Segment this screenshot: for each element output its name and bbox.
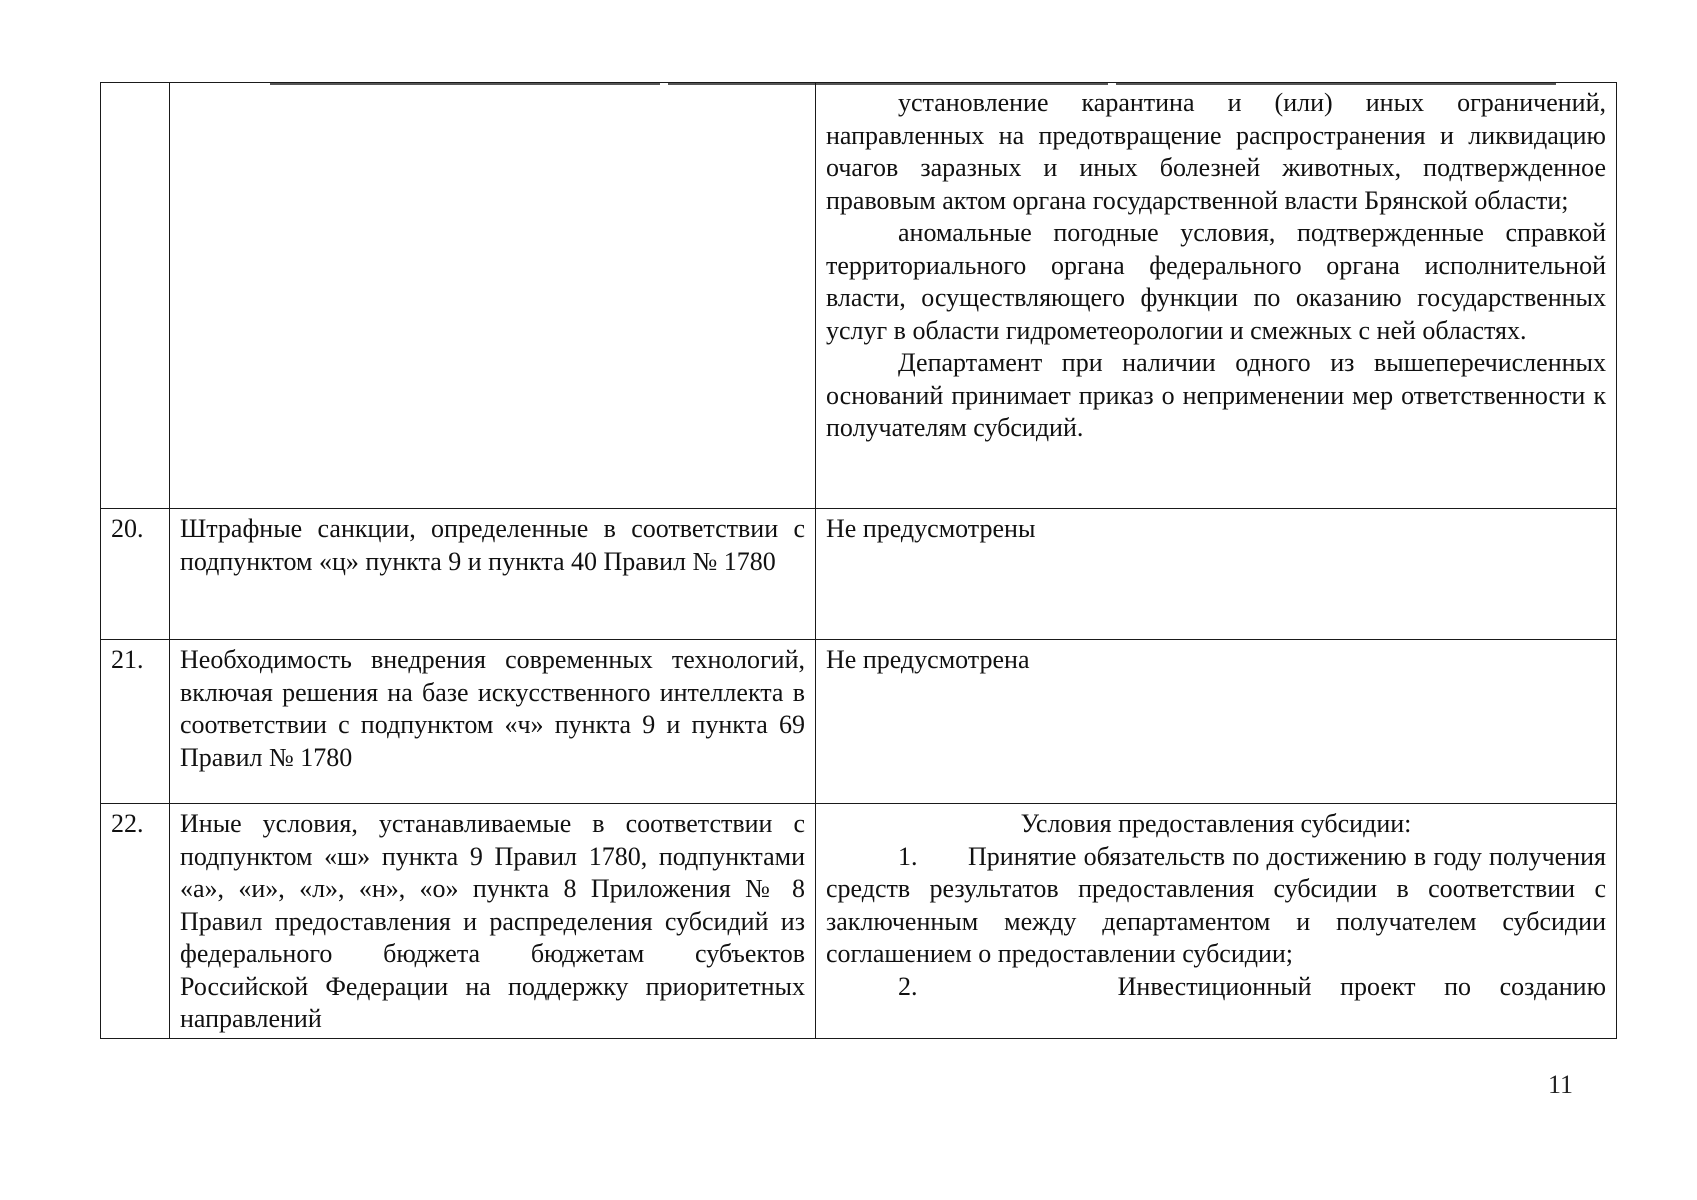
- condition-item-2-marker: 2.: [898, 971, 918, 1001]
- condition-item-2: [826, 971, 1606, 1004]
- table-row-continuation: [101, 83, 1617, 509]
- value-cell: [816, 83, 1617, 509]
- conditions-table: [100, 82, 1617, 1039]
- condition-item-1-marker: 1.: [898, 841, 918, 871]
- value-cell: Не предусмотрена: [816, 640, 1617, 804]
- value-cell: Не предусмотрены: [816, 509, 1617, 640]
- paragraph-weather: аномальные погодные условия, подтвержденные справкой территориального органа федерального органа исполнительной власти, осуществляющего функции по оказанию государственных услуг в области гидрометеорологии и смежных с ней областях.: [826, 218, 1606, 345]
- paragraph-quarantine: установление карантина и (или) иных ограничений, направленных на предотвращение распространения и ликвидацию очагов заразных и иных болезней животных, подтвержденное правовым актом органа государственной власти Брянской области;: [826, 88, 1606, 215]
- condition-item-1-text: Принятие обязательств по достижению в году получения средств результатов предоставления субсидии в соответствии с заключенным между департаментом и получателем субсидии соглашением о предоставлении субсидии;: [826, 841, 1606, 968]
- row-number-cell: 20.: [101, 509, 170, 640]
- condition-item-2-text: Инвестиционный проект по созданию: [1117, 971, 1606, 1001]
- criterion-cell: [170, 83, 816, 509]
- table-row-20: [101, 509, 1617, 640]
- row-number-cell: 21.: [101, 640, 170, 804]
- table-row-21: [101, 640, 1617, 804]
- table-row-22: [101, 804, 1617, 1039]
- row-number-cell: 22.: [101, 804, 170, 1039]
- condition-item-1: [826, 841, 1606, 971]
- criterion-cell: Штрафные санкции, определенные в соответствии с подпунктом «ц» пункта 9 и пункта 40 Правил № 1780: [170, 509, 816, 640]
- criterion-cell: Иные условия, устанавливаемые в соответствии с подпунктом «ш» пункта 9 Правил 1780, подпунктами «а», «и», «л», «н», «о» пункта 8 Приложения № 8 Правил предоставления и распределения субсидий из федерального бюджета бюджетам субъектов Российской Федерации на поддержку приоритетных направлений: [170, 804, 816, 1039]
- conditions-heading: Условия предоставления субсидии:: [1020, 809, 1412, 838]
- paragraph-department-order: Департамент при наличии одного из вышеперечисленных оснований принимает приказ о неприменении мер ответственности к получателям субсидий.: [826, 348, 1606, 442]
- row-number-cell: [101, 83, 170, 509]
- value-cell: [816, 804, 1617, 1039]
- page-number: 11: [1548, 1070, 1574, 1099]
- criterion-cell: Необходимость внедрения современных технологий, включая решения на базе искусственного интеллекта в соответствии с подпунктом «ч» пункта 9 и пункта 69 Правил № 1780: [170, 640, 816, 804]
